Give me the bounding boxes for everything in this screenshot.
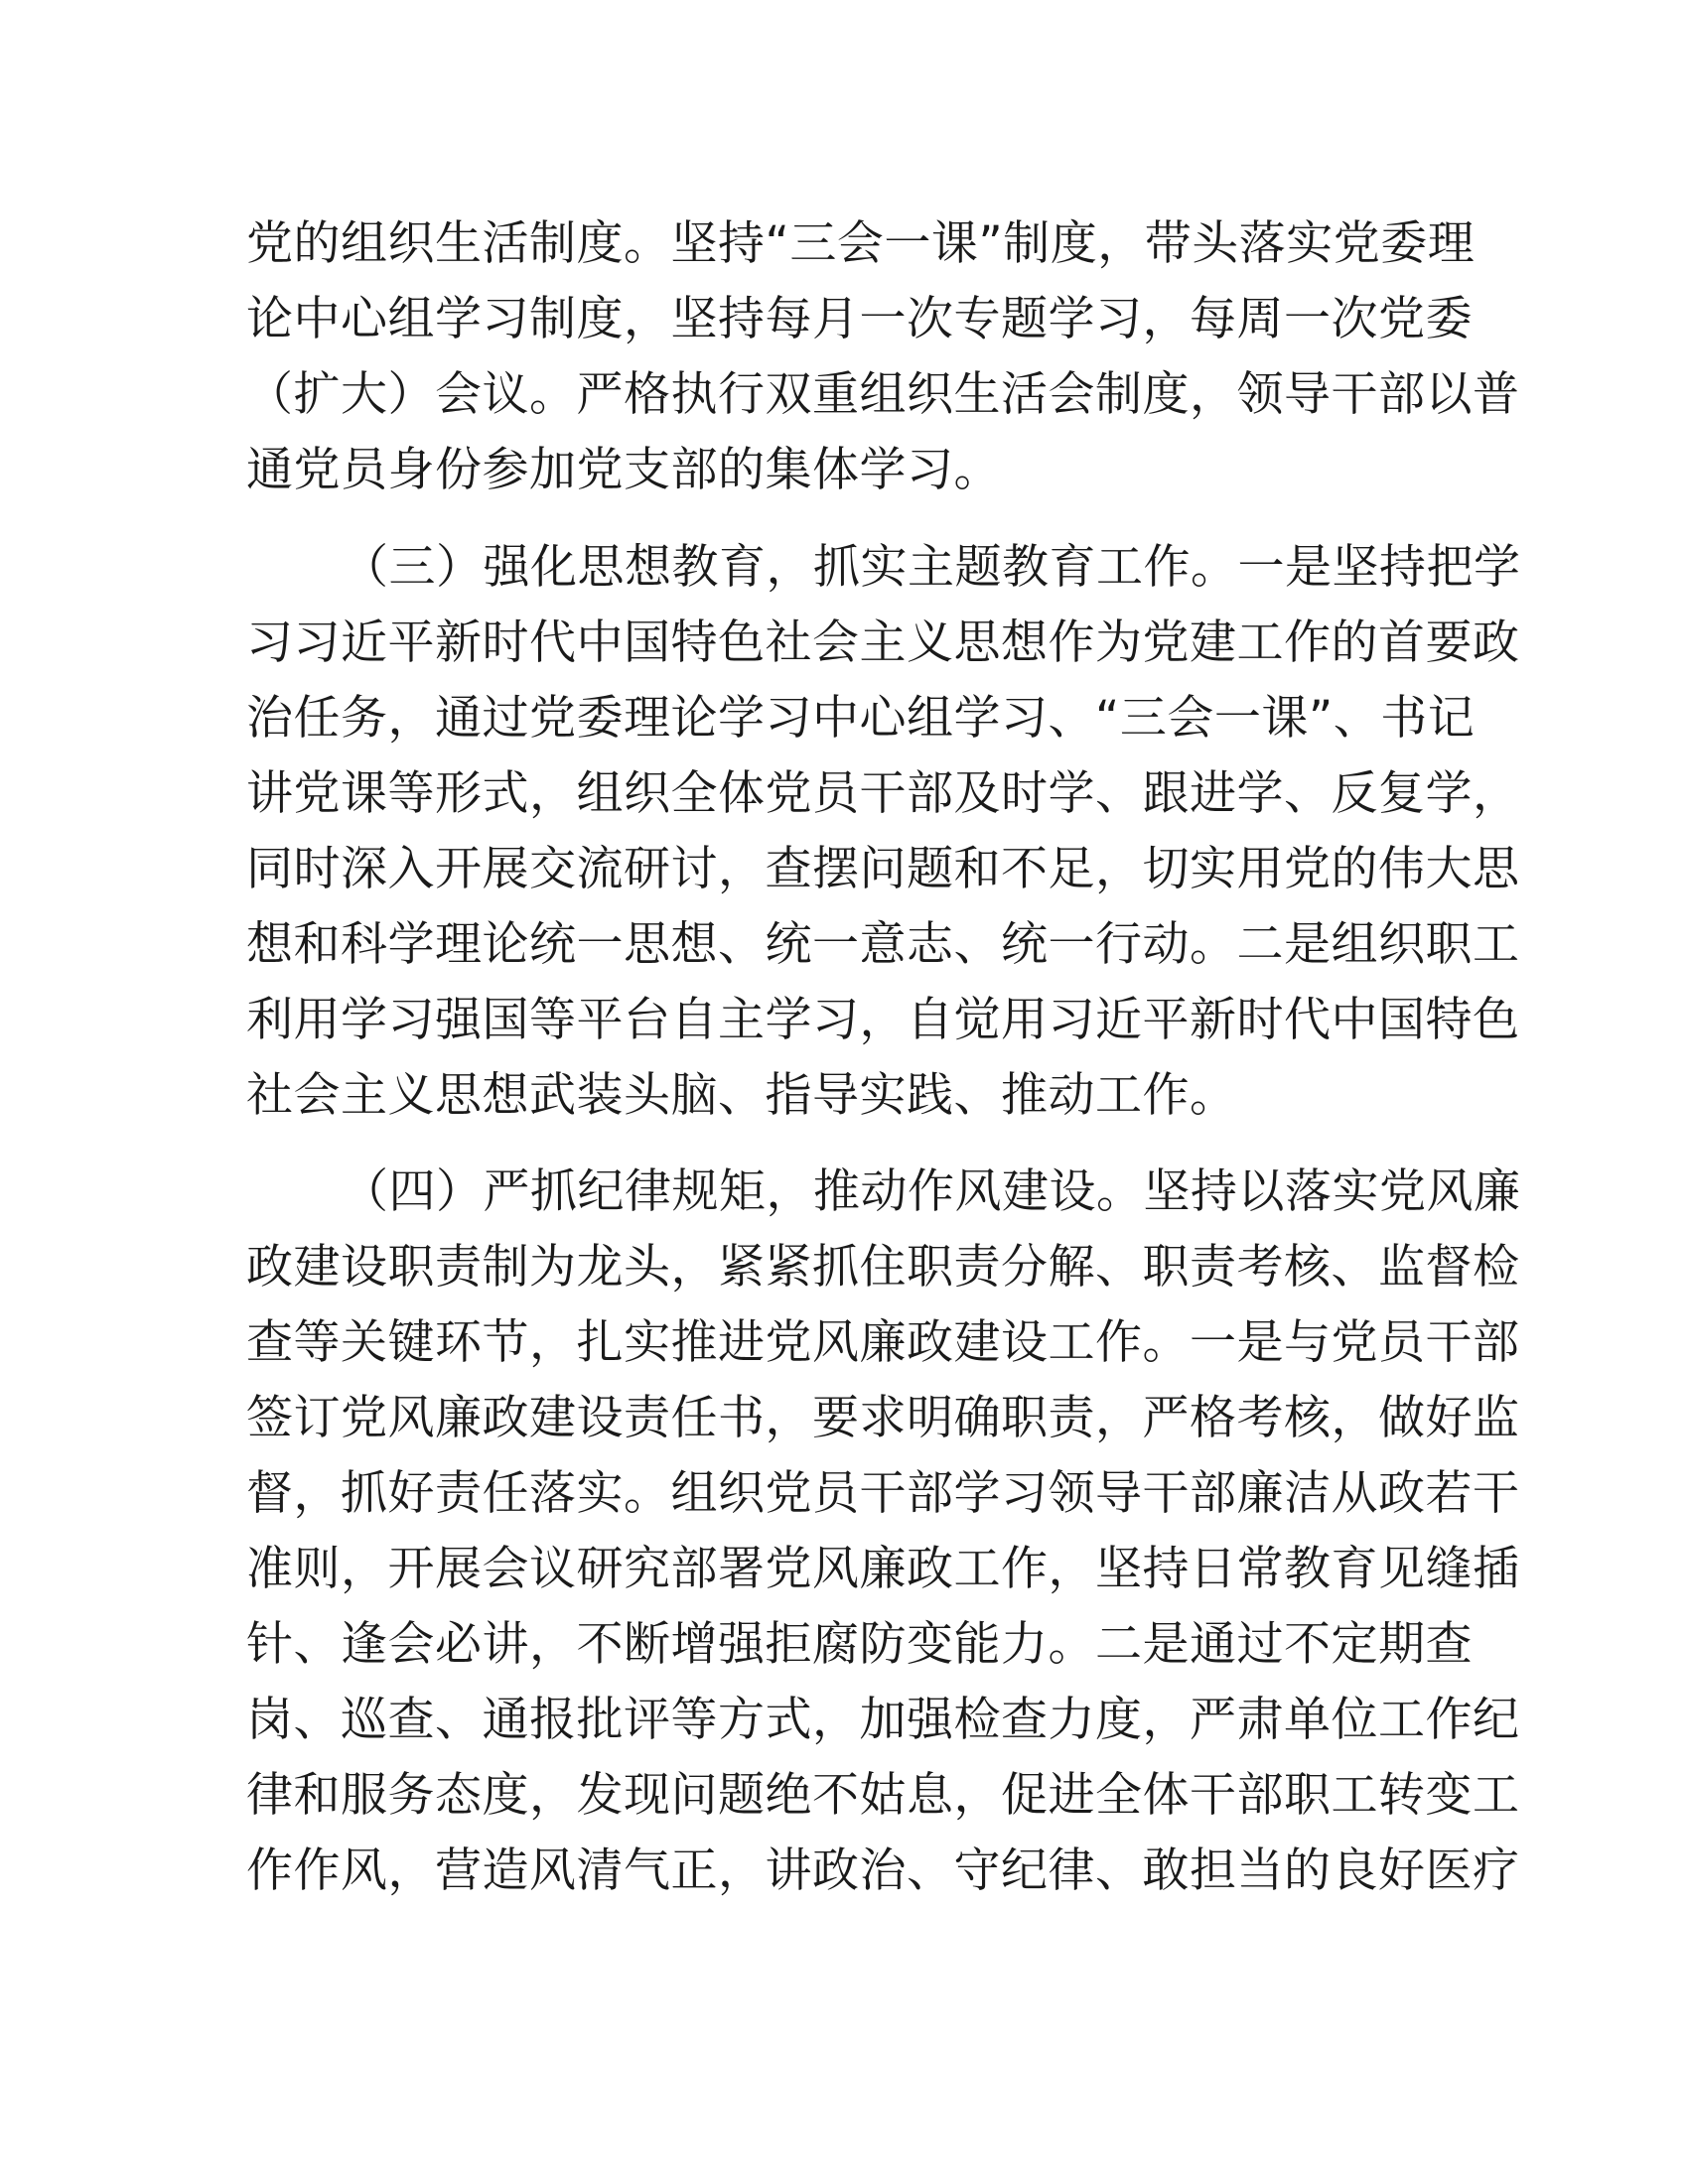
text-line: 利用学习强国等平台自主学习，自觉用习近平新时代中国特色 (246, 993, 1520, 1047)
text-line: 针、逢会必讲，不断增强拒腐防变能力。二是通过不定期查 (246, 1617, 1473, 1672)
text-line: 党的组织生活制度。坚持“三会一课”制度，带头落实党委理 (246, 216, 1476, 271)
text-line: 论中心组学习制度，坚持每月一次专题学习，每周一次党委 (246, 292, 1473, 346)
text-line: 习习近平新时代中国特色社会主义思想作为党建工作的首要政 (246, 615, 1520, 670)
section-heading-line: （三）强化思想教育，抓实主题教育工作。一是坚持把学 (342, 540, 1521, 595)
text-line: 通党员身份参加党支部的集体学习。 (246, 443, 1001, 497)
text-line: 督，抓好责任落实。组织党员干部学习领导干部廉洁从政若干 (246, 1466, 1520, 1521)
text-line: 社会主义思想武装头脑、指导实践、推动工作。 (246, 1068, 1237, 1123)
text-line: （扩大）会议。严格执行双重组织生活会制度，领导干部以普 (246, 367, 1520, 422)
text-line: 岗、巡查、通报批评等方式，加强检查力度，严肃单位工作纪 (246, 1693, 1520, 1747)
text-line: 想和科学理论统一思想、统一意志、统一行动。二是组织职工 (246, 917, 1520, 972)
text-line: 治任务，通过党委理论学习中心组学习、“三会一课”、书记 (246, 691, 1476, 746)
text-line: 同时深入开展交流研讨，查摆问题和不足，切实用党的伟大思 (246, 842, 1520, 896)
text-line: 讲党课等形式，组织全体党员干部及时学、跟进学、反复学， (246, 766, 1520, 821)
text-line: 准则，开展会议研究部署党风廉政工作，坚持日常教育见缝插 (246, 1542, 1520, 1596)
text-line: 作作风，营造风清气正，讲政治、守纪律、敢担当的良好医疗 (246, 1843, 1520, 1898)
text-line: 签订党风廉政建设责任书，要求明确职责，严格考核，做好监 (246, 1391, 1520, 1445)
text-line: 查等关键环节，扎实推进党风廉政建设工作。一是与党员干部 (246, 1315, 1520, 1370)
text-line: 律和服务态度，发现问题绝不姑息，促进全体干部职工转变工 (246, 1768, 1520, 1823)
text-line: 政建设职责制为龙头，紧紧抓住职责分解、职责考核、监督检 (246, 1240, 1520, 1295)
section-heading-line: （四）严抓纪律规矩，推动作风建设。坚持以落实党风廉 (342, 1164, 1521, 1219)
